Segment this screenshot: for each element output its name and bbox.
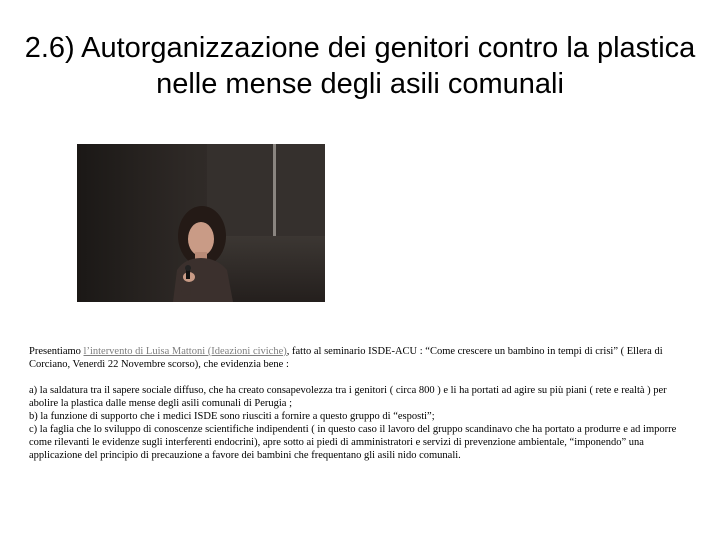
intro-before-link: Presentiamo: [29, 346, 84, 357]
point-b: b) la funzione di supporto che i medici ISDE sono riusciti a fornire a questo gruppo di “esposti”;: [29, 411, 435, 422]
intro-paragraph: [29, 345, 694, 371]
point-c: c) la faglia che lo sviluppo di conoscenze scientifiche indipendenti ( in questo caso il lavoro del gruppo scandinavo che ha portato a produrre e ad imporre come rilevanti le evidenze sugli interferenti endocrini), apre sotto ai piedi di amministratori e servizi di prevenzione ambientale, “imponendo” una applicazione del principio di precauzione a favore dei bambini che frequentano gli asili nido comunali.: [29, 424, 677, 461]
intro-after-link: , fatto al seminario ISDE-ACU : “Come crescere un bambino in tempi di crisi” ( Ellera di Corciano, Venerdì 22 Novembre scorso), che evidenzia bene :: [29, 346, 663, 370]
speaker-video-frame: [77, 144, 325, 302]
slide-body: [29, 345, 694, 462]
point-a: a) la saldatura tra il sapere sociale diffuso, che ha creato consapevolezza tra i genitori ( circa 800 ) e li ha portati ad agire su più piani ( rete e realtà ) per abolire la plastica dalle mense degli asili comunali di Perugia ;: [29, 385, 667, 409]
slide-title: 2.6) Autorganizzazione dei genitori contro la plastica nelle mense degli asili comunali: [24, 32, 696, 100]
intervento-link[interactable]: l’intervento di Luisa Mattoni (Ideazioni civiche): [83, 346, 287, 357]
speaker-photo-image: [77, 144, 325, 302]
